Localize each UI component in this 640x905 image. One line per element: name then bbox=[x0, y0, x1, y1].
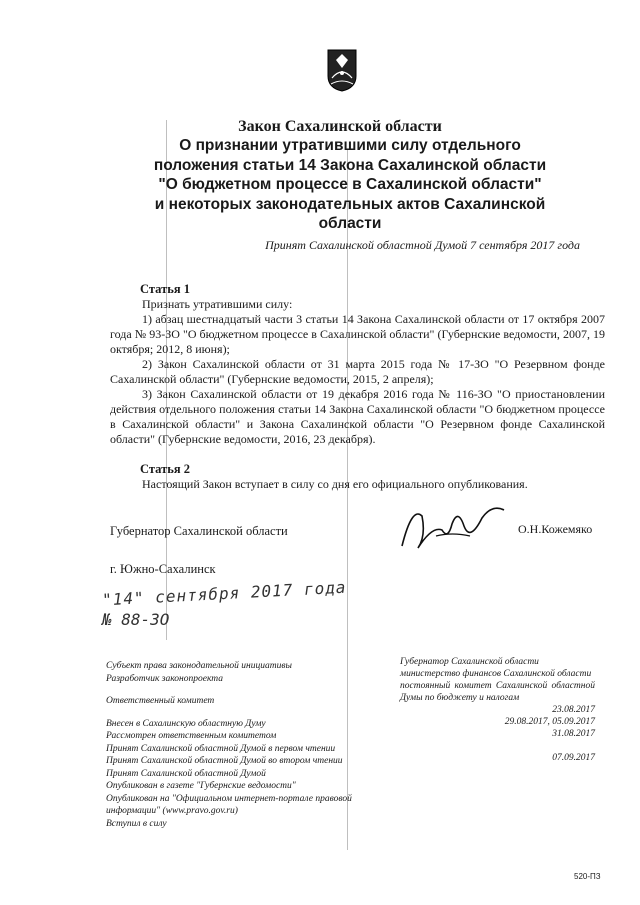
registry-label: Опубликован на "Официальном интернет-портале правовой информации" (www.pravo.gov.ru) bbox=[106, 793, 352, 816]
registry-label: Рассмотрен ответственным комитетом bbox=[106, 731, 277, 741]
registry-label: Принят Сахалинской областной Думой во втором чтении bbox=[106, 756, 343, 766]
registry-labels bbox=[106, 660, 396, 830]
title-line: области bbox=[318, 215, 382, 232]
coat-of-arms-icon bbox=[326, 48, 358, 92]
law-title bbox=[110, 136, 590, 234]
adoption-note: Принят Сахалинской областной Думой 7 сентября 2017 года bbox=[265, 238, 580, 252]
spacer bbox=[106, 685, 396, 695]
governor-title: Губернатор Сахалинской области bbox=[110, 524, 288, 538]
title-line: и некоторых законодательных актов Сахалинской bbox=[154, 195, 546, 213]
registry-label: Ответственный комитет bbox=[106, 696, 215, 706]
registry-date: 31.08.2017 bbox=[552, 729, 595, 739]
registry-label: Принят Сахалинской областной Думой bbox=[106, 768, 266, 779]
paragraph: Настоящий Закон вступает в силу со дня его официального опубликования. bbox=[142, 477, 528, 491]
registry-values bbox=[400, 656, 595, 764]
law-type-heading: Закон Сахалинской области bbox=[238, 118, 442, 135]
registry-label: Вступил в силу bbox=[106, 818, 167, 829]
title-line: "О бюджетном процессе в Сахалинской области" bbox=[158, 176, 542, 193]
title-line: положения статьи 14 Закона Сахалинской области bbox=[153, 156, 547, 174]
article-1-heading: Статья 1 bbox=[140, 282, 190, 296]
law-number: № 88-ЗО bbox=[102, 610, 170, 629]
handwritten-signature-icon bbox=[392, 496, 512, 558]
registry-label: Субъект права законодательной инициативы bbox=[106, 661, 292, 671]
signing-date: "14" сентября 2017 года bbox=[101, 577, 347, 610]
registry-label: Разработчик законопроекта bbox=[106, 673, 224, 684]
document-code: 520-ПЗ bbox=[574, 872, 601, 881]
registry-label: Опубликован в газете "Губернские ведомости" bbox=[106, 781, 296, 791]
article-2-heading: Статья 2 bbox=[140, 462, 190, 476]
article-2-body bbox=[110, 477, 605, 492]
registry-date: 23.08.2017 bbox=[552, 705, 595, 715]
registry-value: министерство финансов Сахалинской области bbox=[400, 669, 592, 679]
article-1-body bbox=[110, 297, 605, 447]
registry-date bbox=[400, 740, 595, 752]
paragraph: 1) абзац шестнадцатый части 3 статьи 14 Закона Сахалинской области от 17 октября 2007 года № 93-ЗО "О бюджетном процессе в Сахалинской области" (Губернские ведомости, 2007, 19 октября; 2012, 8 июня); bbox=[110, 312, 605, 356]
spacer bbox=[106, 708, 396, 718]
title-line: О признании утратившими силу отдельного bbox=[179, 137, 521, 154]
paragraph: 2) Закон Сахалинской области от 31 марта 2015 года № 17-ЗО "О Резервном фонде Сахалинской области" (Губернские ведомости, 2015, 2 апреля); bbox=[110, 357, 605, 386]
registry-value: постоянный комитет Сахалинской областной Думы по бюджету и налогам bbox=[400, 681, 595, 703]
registry-label: Принят Сахалинской областной Думой в первом чтении bbox=[106, 743, 336, 754]
registry-label: Внесен в Сахалинскую областную Думу bbox=[106, 718, 266, 729]
registry-date: 29.08.2017, 05.09.2017 bbox=[504, 717, 595, 727]
city-name: г. Южно-Сахалинск bbox=[110, 562, 216, 576]
governor-name: О.Н.Кожемяко bbox=[518, 522, 593, 536]
paragraph: Признать утратившими силу: bbox=[142, 297, 293, 311]
paragraph: 3) Закон Сахалинской области от 19 декабря 2016 года № 116-ЗО "О приостановлении действия отдельного положения статьи 14 Закона Сахалинской области "О бюджетном процессе в Сахалинской области" и Закона Сахалинской области "О Резервном фонде Сахалинской области" (Губернские ведомости, 2016, 23 декабря). bbox=[110, 387, 605, 446]
registry-date: 07.09.2017 bbox=[552, 753, 595, 763]
registry-value: Губернатор Сахалинской области bbox=[400, 657, 539, 667]
